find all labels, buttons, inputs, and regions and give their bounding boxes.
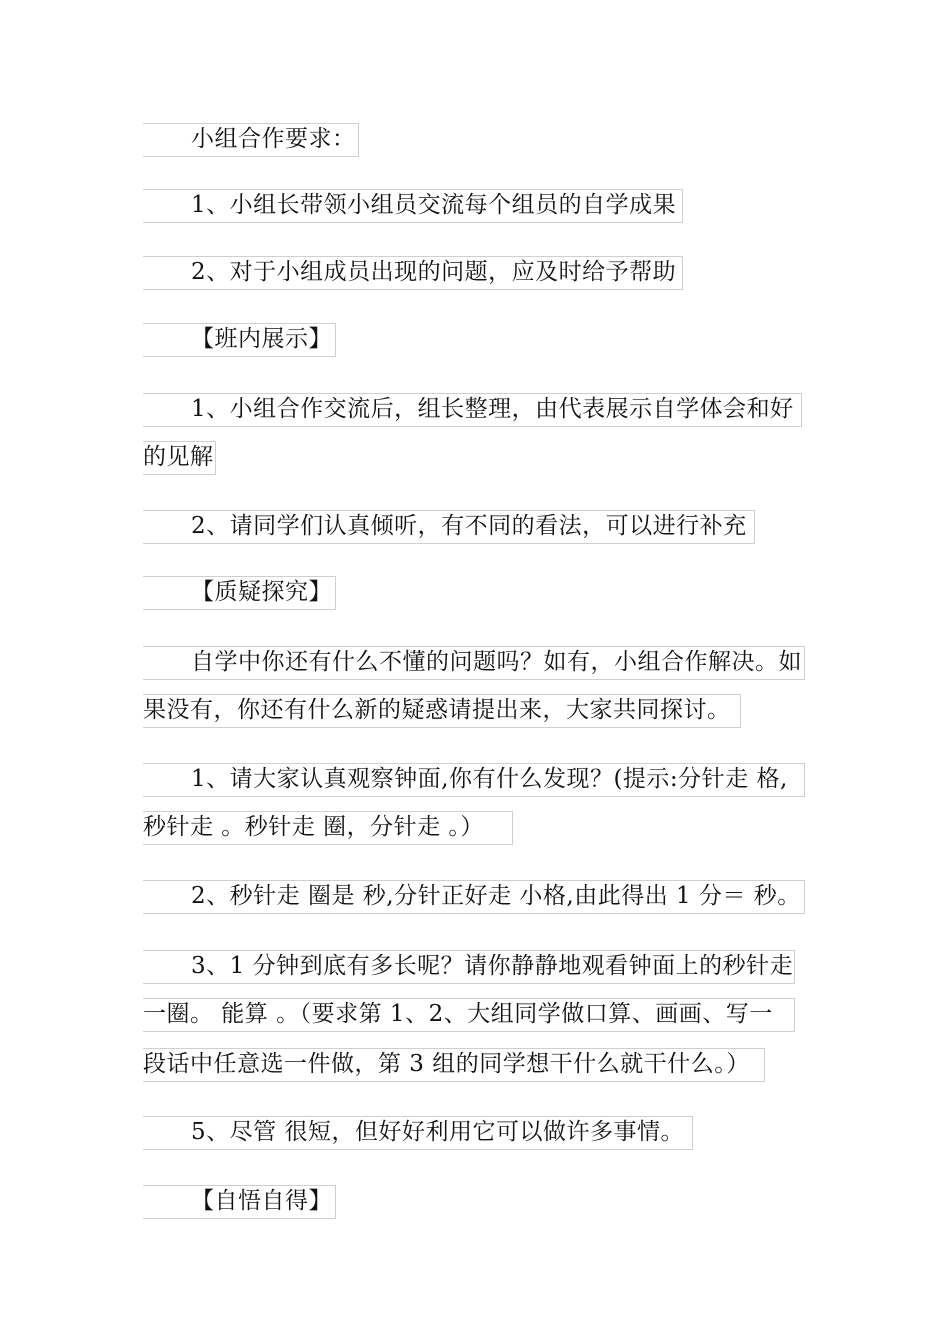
paragraph-line: 2、秒针走 圈是 秒,分针正好走 小格,由此得出 1 分＝ 秒。 bbox=[191, 883, 801, 909]
section-heading-self-reflection: 【自悟自得】 bbox=[191, 1188, 332, 1214]
section-heading-group-requirements: 小组合作要求： bbox=[191, 126, 356, 152]
paragraph-line: 2、请同学们认真倾听，有不同的看法，可以进行补充 bbox=[191, 513, 747, 539]
paragraph-line: 3、1 分钟到底有多长呢？请你静静地观看钟面上的秒针走 bbox=[191, 953, 794, 979]
paragraph-line: 果没有，你还有什么新的疑惑请提出来，大家共同探讨。 bbox=[143, 697, 731, 723]
paragraph-line: 段话中任意选一件做，第 3 组的同学想干什么就干什么。） bbox=[143, 1051, 750, 1077]
section-heading-class-show: 【班内展示】 bbox=[191, 326, 332, 352]
section-heading-inquiry: 【质疑探究】 bbox=[191, 579, 332, 605]
paragraph-line: 5、尽管 很短，但好好利用它可以做许多事情。 bbox=[191, 1119, 684, 1145]
paragraph-line: 的见解 bbox=[143, 444, 214, 470]
paragraph-line: 2、对于小组成员出现的问题，应及时给予帮助 bbox=[191, 259, 677, 285]
paragraph-line: 秒针走 。秒针走 圈，分针走 。） bbox=[143, 814, 484, 840]
paragraph-line: 1、请大家认真观察钟面,你有什么发现？(提示:分针走 格, bbox=[191, 766, 788, 792]
paragraph-line: 自学中你还有什么不懂的问题吗？如有，小组合作解决。如 bbox=[191, 649, 802, 675]
paragraph-line: 一圈。 能算 。（要求第 1、2、大组同学做口算、画画、写一 bbox=[143, 1001, 773, 1027]
paragraph-line: 1、小组合作交流后，组长整理，由代表展示自学体会和好 bbox=[191, 396, 794, 422]
paragraph-line: 1、小组长带领小组员交流每个组员的自学成果 bbox=[191, 192, 677, 218]
